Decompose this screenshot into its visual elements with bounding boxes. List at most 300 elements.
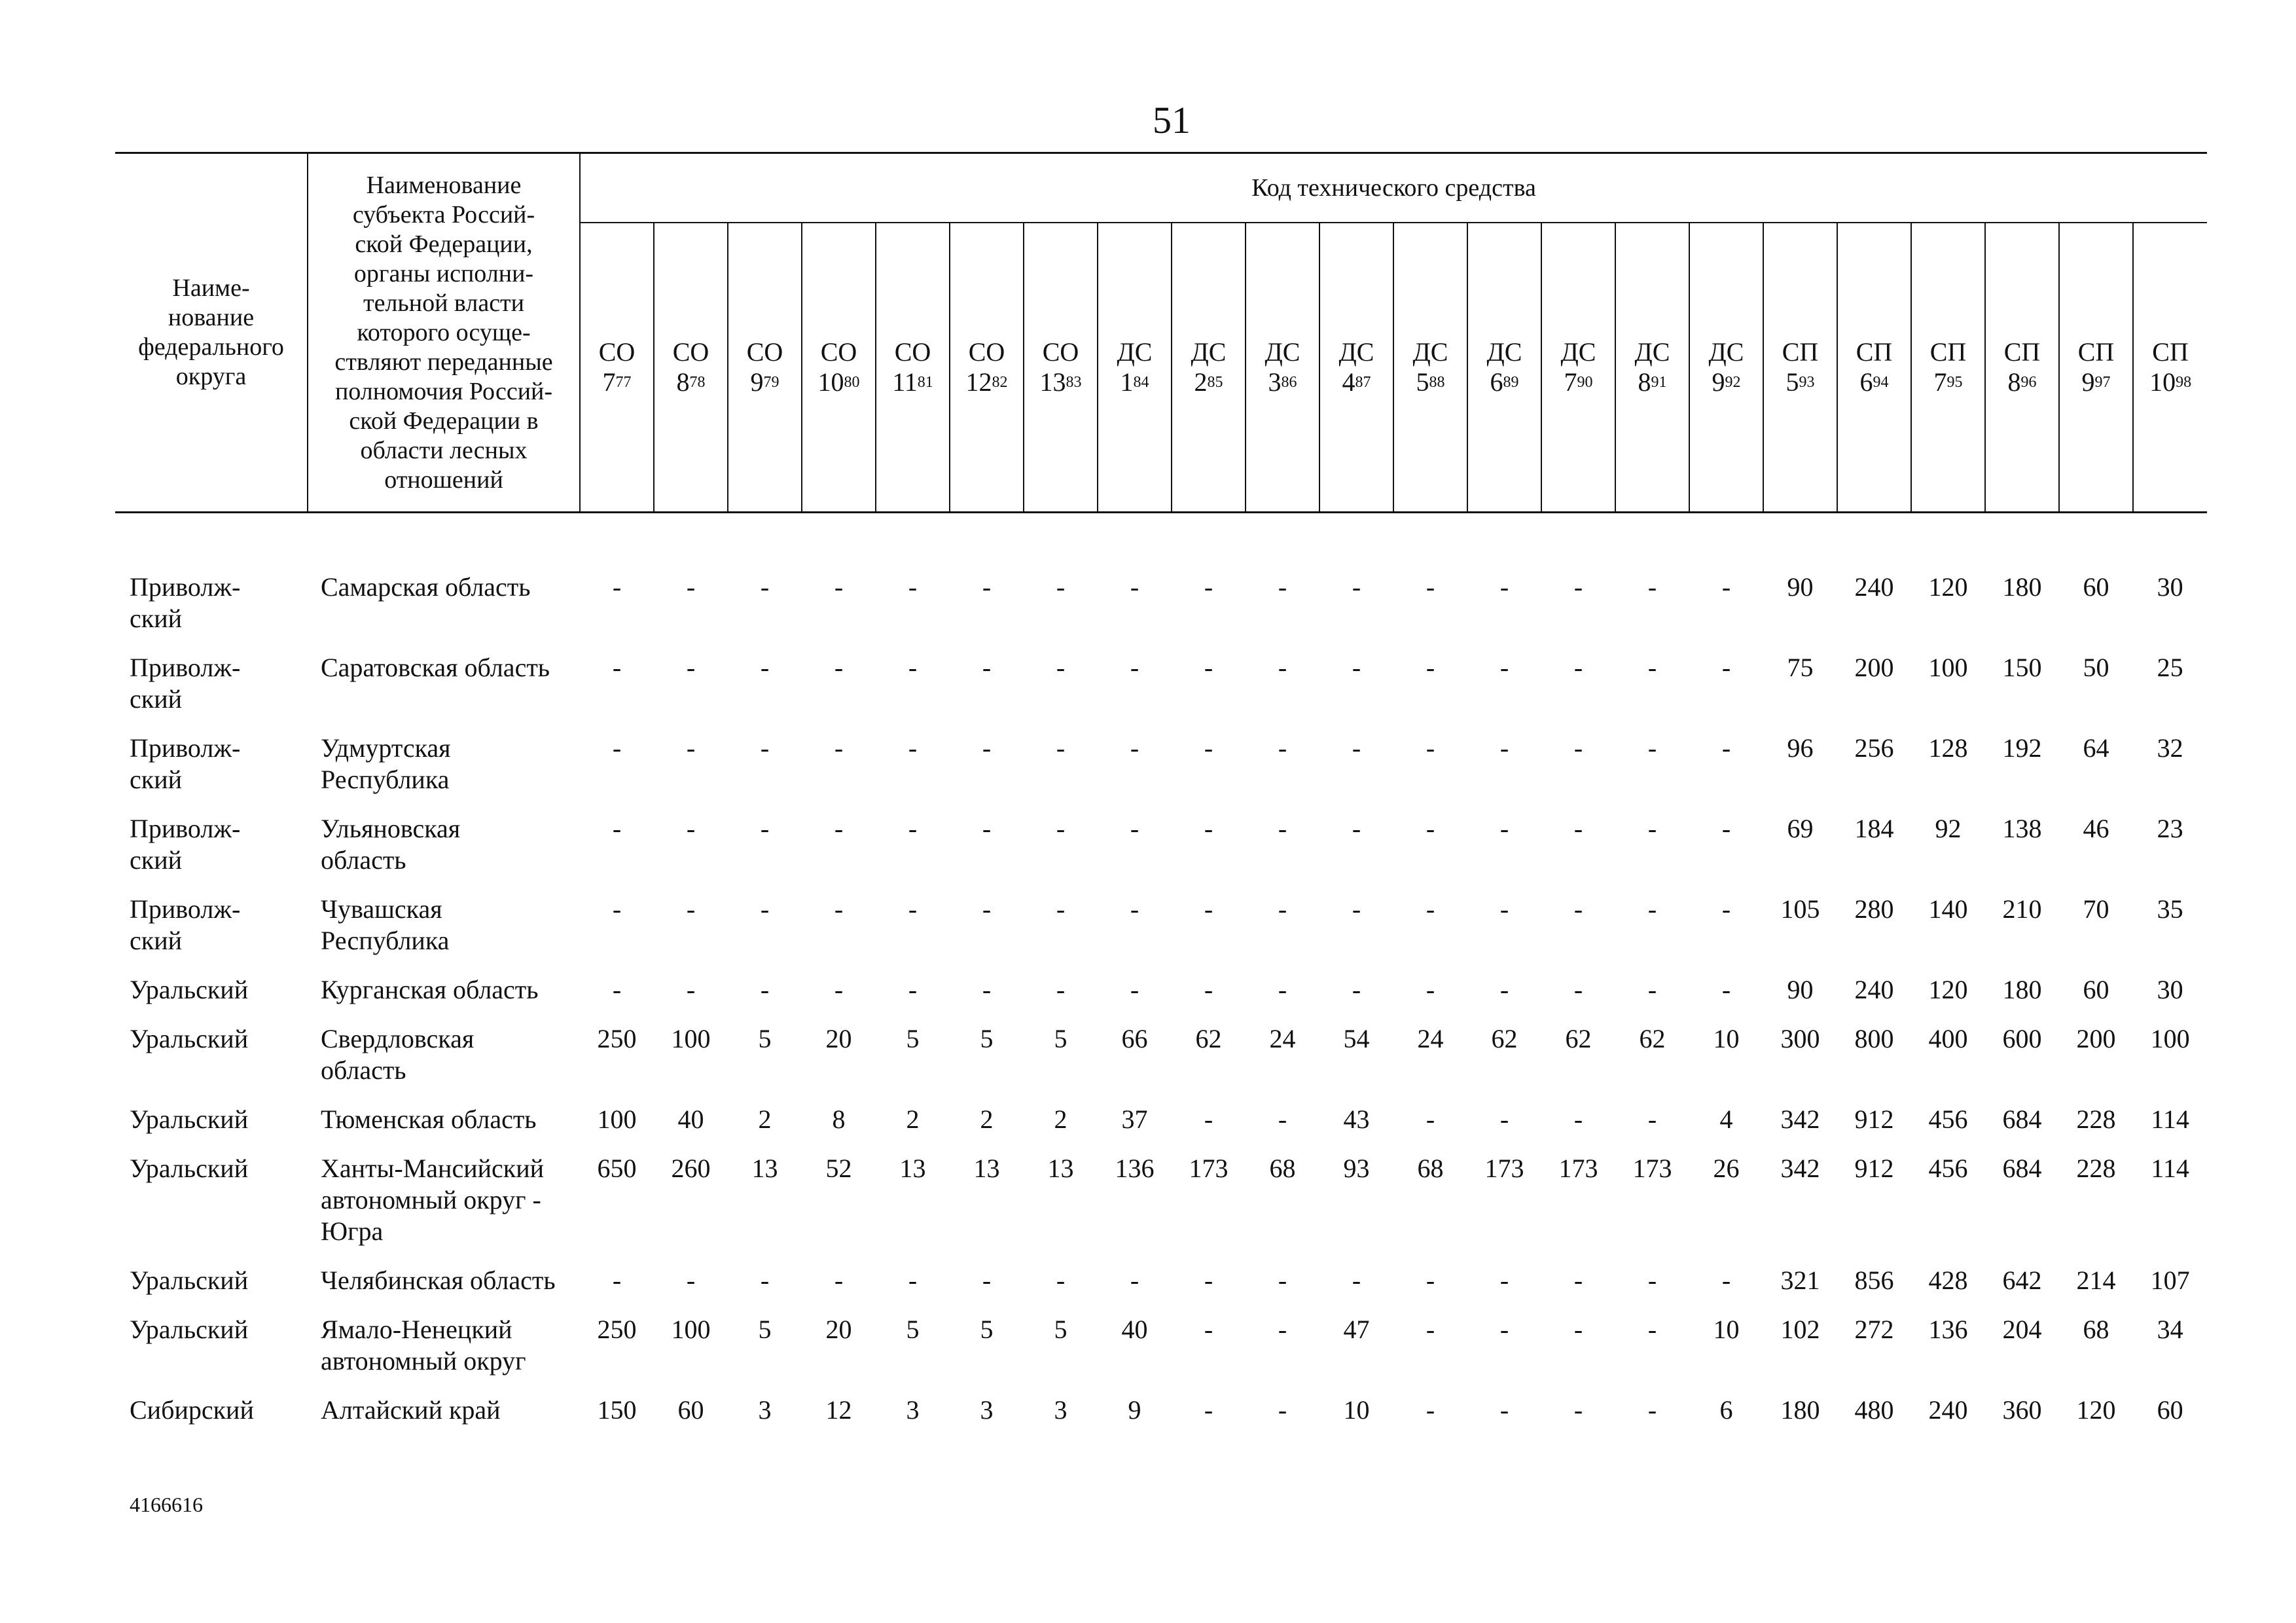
cell-value: -	[1130, 733, 1139, 763]
cell-value: 5	[906, 1024, 920, 1053]
header-row-top	[115, 153, 2207, 223]
cell-value: 214	[2076, 1266, 2116, 1295]
cell-value: 62	[1565, 1024, 1592, 1053]
footnote-ref: 79	[763, 374, 780, 391]
cell-value: -	[1426, 814, 1435, 843]
cell-value: 68	[2083, 1315, 2109, 1344]
cell-value: 92	[1935, 814, 1962, 843]
table-header	[115, 153, 2207, 513]
cell-subject: Ханты-Мансийский автономный округ - Югра	[321, 1154, 545, 1246]
cell-value: 480	[1854, 1395, 1894, 1425]
cell-value: 20	[825, 1024, 852, 1053]
code-prefix: СО	[820, 337, 857, 367]
cell-federal-okrug: Уральский	[130, 1104, 249, 1134]
cell-subject: Челябинская область	[321, 1266, 556, 1295]
footnote-ref: 82	[992, 374, 1008, 391]
header-subject: Наименование субъекта Россий- ской Федерации, органы исполни- тельной власти которого осуще- ствляют переданные полномочия Россий- ской Федерации в области лесных отношений	[308, 153, 580, 513]
code-prefix: ДС	[1191, 337, 1227, 367]
cell-value: 13	[1047, 1154, 1074, 1183]
cell-value: -	[834, 733, 844, 763]
cell-value: 46	[2083, 814, 2109, 843]
cell-value: -	[1573, 733, 1583, 763]
cell-value: 173	[1558, 1154, 1598, 1183]
cell-value: -	[1056, 814, 1066, 843]
cell-federal-okrug: Приволж- ский	[130, 814, 241, 875]
footnote-ref: 80	[844, 374, 860, 391]
cell-value: 35	[2157, 894, 2183, 924]
allocation-table-wrapper	[115, 152, 2207, 1429]
cell-value: -	[1130, 814, 1139, 843]
code-number: 11	[892, 367, 918, 397]
cell-value: 360	[2002, 1395, 2042, 1425]
code-prefix: ДС	[1117, 337, 1153, 367]
cell-value: 24	[1269, 1024, 1296, 1053]
cell-value: -	[1278, 1266, 1287, 1295]
cell-value: -	[760, 572, 770, 602]
footnote-ref: 98	[2176, 374, 2192, 391]
code-prefix: СО	[672, 337, 709, 367]
cell-subject: Курганская область	[321, 975, 539, 1004]
code-number: 9	[750, 367, 764, 397]
cell-value: -	[1647, 572, 1657, 602]
cell-value: 62	[1491, 1024, 1518, 1053]
cell-value: -	[982, 653, 992, 682]
code-prefix: ДС	[1634, 337, 1670, 367]
cell-subject: Самарская область	[321, 572, 531, 602]
cell-value: 173	[1189, 1154, 1229, 1183]
footnote-ref: 83	[1066, 374, 1082, 391]
cell-value: -	[1278, 572, 1287, 602]
cell-value: -	[1130, 894, 1139, 924]
cell-value: -	[686, 572, 696, 602]
cell-value: 180	[1780, 1395, 1820, 1425]
cell-value: 136	[1115, 1154, 1155, 1183]
cell-value: -	[1204, 894, 1213, 924]
header-code-20	[2059, 223, 2133, 513]
cell-value: 250	[597, 1024, 637, 1053]
allocation-table	[115, 152, 2207, 1429]
header-code-21	[2133, 223, 2207, 513]
cell-value: 456	[1928, 1154, 1968, 1183]
header-code-11	[1393, 223, 1467, 513]
code-number: 10	[2149, 367, 2176, 397]
code-number-line	[802, 367, 875, 397]
cell-value: -	[1278, 894, 1287, 924]
cell-value: -	[1426, 653, 1435, 682]
header-code-6	[1024, 223, 1098, 513]
code-number-line	[876, 367, 949, 397]
cell-value: -	[1647, 975, 1657, 1004]
cell-value: 90	[1787, 572, 1814, 602]
cell-value: -	[908, 653, 918, 682]
cell-value: -	[1573, 894, 1583, 924]
cell-value: -	[1056, 733, 1066, 763]
cell-value: 912	[1854, 1104, 1894, 1134]
cell-value: -	[834, 572, 844, 602]
cell-value: -	[1647, 733, 1657, 763]
footnote-ref: 77	[615, 374, 632, 391]
cell-value: 13	[751, 1154, 778, 1183]
cell-federal-okrug: Приволж- ский	[130, 733, 241, 794]
cell-value: -	[834, 1266, 844, 1295]
code-number: 6	[1859, 367, 1873, 397]
cell-value: -	[1499, 1315, 1509, 1344]
cell-value: -	[1130, 653, 1139, 682]
cell-value: -	[1647, 814, 1657, 843]
cell-value: -	[1573, 1395, 1583, 1425]
cell-value: 105	[1780, 894, 1820, 924]
cell-value: 120	[1928, 975, 1968, 1004]
cell-value: 90	[1787, 975, 1814, 1004]
cell-value: 62	[1195, 1024, 1222, 1053]
cell-value: 9	[1128, 1395, 1141, 1425]
cell-value: 256	[1854, 733, 1894, 763]
cell-value: -	[1573, 1104, 1583, 1134]
cell-value: 20	[825, 1315, 852, 1344]
cell-value: -	[1426, 733, 1435, 763]
cell-value: 40	[677, 1104, 704, 1134]
cell-value: -	[1352, 814, 1361, 843]
code-number: 4	[1342, 367, 1355, 397]
cell-value: 32	[2157, 733, 2183, 763]
cell-value: 102	[1780, 1315, 1820, 1344]
table-body	[115, 513, 2207, 1430]
cell-value: 150	[597, 1395, 637, 1425]
cell-subject: Чувашская Республика	[321, 894, 450, 955]
cell-value: -	[1721, 653, 1731, 682]
cell-value: -	[1647, 894, 1657, 924]
cell-value: 5	[906, 1315, 920, 1344]
cell-value: -	[686, 894, 696, 924]
cell-value: 52	[825, 1154, 852, 1183]
cell-federal-okrug: Приволж- ский	[130, 653, 241, 714]
spacer-row	[115, 513, 2207, 558]
code-prefix: СО	[598, 337, 636, 367]
cell-value: 240	[1854, 975, 1894, 1004]
cell-value: 4	[1719, 1104, 1733, 1134]
cell-value: 684	[2002, 1154, 2042, 1183]
cell-value: 68	[1417, 1154, 1444, 1183]
code-prefix: СО	[746, 337, 783, 367]
cell-value: -	[1647, 1104, 1657, 1134]
code-number-line	[1468, 367, 1541, 397]
cell-value: 68	[1269, 1154, 1296, 1183]
cell-value: 34	[2157, 1315, 2183, 1344]
cell-value: -	[1056, 653, 1066, 682]
cell-federal-okrug: Уральский	[130, 1315, 249, 1344]
page-number: 51	[1153, 99, 1191, 141]
cell-value: 300	[1780, 1024, 1820, 1053]
cell-value: 75	[1787, 653, 1814, 682]
cell-value: 100	[597, 1104, 637, 1134]
header-code-3	[802, 223, 876, 513]
cell-value: -	[1278, 814, 1287, 843]
cell-value: 184	[1854, 814, 1894, 843]
cell-value: 140	[1928, 894, 1968, 924]
code-number-line	[2060, 367, 2132, 397]
cell-value: -	[982, 572, 992, 602]
cell-federal-okrug: Приволж- ский	[130, 894, 241, 955]
cell-value: 13	[973, 1154, 1000, 1183]
cell-value: 192	[2002, 733, 2042, 763]
cell-subject: Саратовская область	[321, 653, 550, 682]
cell-value: 60	[2157, 1395, 2183, 1425]
footnote-ref: 88	[1429, 374, 1445, 391]
code-number-line	[1838, 367, 1910, 397]
cell-value: -	[1499, 733, 1509, 763]
footnote-ref: 81	[917, 374, 933, 391]
cell-value: -	[1352, 975, 1361, 1004]
cell-value: -	[1426, 1395, 1435, 1425]
code-number: 1	[1120, 367, 1134, 397]
code-number: 13	[1039, 367, 1066, 397]
code-number-line	[2134, 367, 2207, 397]
cell-value: -	[834, 814, 844, 843]
code-prefix: СО	[894, 337, 931, 367]
cell-subject: Свердловская область	[321, 1024, 475, 1085]
code-number: 5	[1785, 367, 1799, 397]
cell-federal-okrug: Приволж- ский	[130, 572, 241, 633]
table-row	[115, 960, 2207, 1009]
cell-value: -	[1426, 1315, 1435, 1344]
cell-value: 66	[1121, 1024, 1148, 1053]
cell-value: 2	[758, 1104, 772, 1134]
cell-value: -	[1278, 1104, 1287, 1134]
cell-value: -	[1204, 975, 1213, 1004]
cell-value: -	[1721, 1266, 1731, 1295]
cell-value: 3	[1054, 1395, 1067, 1425]
cell-value: 69	[1787, 814, 1814, 843]
cell-value: 150	[2002, 653, 2042, 682]
cell-value: -	[1278, 1395, 1287, 1425]
code-prefix: СП	[2152, 337, 2189, 367]
cell-value: -	[1278, 975, 1287, 1004]
cell-value: -	[1499, 653, 1509, 682]
cell-value: -	[1573, 814, 1583, 843]
code-prefix: ДС	[1486, 337, 1522, 367]
cell-value: 250	[597, 1315, 637, 1344]
cell-value: -	[1499, 814, 1509, 843]
code-number-line	[655, 367, 727, 397]
cell-value: 6	[1719, 1395, 1733, 1425]
cell-value: 70	[2083, 894, 2109, 924]
cell-value: 684	[2002, 1104, 2042, 1134]
cell-value: -	[834, 975, 844, 1004]
footnote-ref: 94	[1873, 374, 1889, 391]
cell-value: -	[760, 894, 770, 924]
code-number-line	[1690, 367, 1763, 397]
code-prefix: ДС	[1560, 337, 1596, 367]
header-code-10	[1319, 223, 1393, 513]
cell-value: 5	[758, 1024, 772, 1053]
footnote-ref: 93	[1799, 374, 1815, 391]
header-federal-okrug: Наиме- нование федерального округа	[115, 153, 308, 513]
cell-value: -	[1204, 814, 1213, 843]
code-number-line	[1394, 367, 1467, 397]
cell-value: 228	[2076, 1154, 2116, 1183]
cell-value: -	[1499, 1266, 1509, 1295]
cell-subject: Алтайский край	[321, 1395, 501, 1425]
cell-value: -	[1204, 1266, 1213, 1295]
cell-value: -	[612, 653, 622, 682]
code-number: 5	[1416, 367, 1429, 397]
cell-value: -	[686, 733, 696, 763]
code-prefix: СО	[1042, 337, 1079, 367]
cell-value: -	[1647, 1395, 1657, 1425]
cell-value: -	[686, 975, 696, 1004]
cell-value: -	[1647, 1266, 1657, 1295]
table-row	[115, 1380, 2207, 1429]
cell-value: 100	[671, 1315, 711, 1344]
code-number-line	[581, 367, 653, 397]
cell-value: -	[1647, 1315, 1657, 1344]
cell-value: 5	[980, 1024, 994, 1053]
cell-value: 342	[1780, 1154, 1820, 1183]
cell-value: -	[1426, 572, 1435, 602]
cell-value: 43	[1343, 1104, 1370, 1134]
cell-value: 8	[832, 1104, 846, 1134]
header-code-14	[1615, 223, 1689, 513]
cell-value: -	[1647, 653, 1657, 682]
code-number: 7	[1933, 367, 1947, 397]
cell-federal-okrug: Уральский	[130, 975, 249, 1004]
code-number-line	[1986, 367, 2058, 397]
cell-value: -	[908, 1266, 918, 1295]
cell-federal-okrug: Уральский	[130, 1024, 249, 1053]
cell-value: -	[1721, 894, 1731, 924]
code-number: 3	[1268, 367, 1282, 397]
cell-value: -	[1721, 733, 1731, 763]
footnote-ref: 85	[1207, 374, 1223, 391]
header-code-19	[1985, 223, 2059, 513]
cell-value: -	[686, 814, 696, 843]
cell-value: 100	[2150, 1024, 2190, 1053]
cell-value: 136	[1928, 1315, 1968, 1344]
code-number-line	[1246, 367, 1319, 397]
cell-value: 60	[2083, 975, 2109, 1004]
footnote-ref: 96	[2020, 374, 2037, 391]
cell-value: 12	[825, 1395, 852, 1425]
header-code-16	[1763, 223, 1837, 513]
header-code-2	[728, 223, 802, 513]
cell-value: 23	[2157, 814, 2183, 843]
cell-value: 5	[980, 1315, 994, 1344]
cell-value: 210	[2002, 894, 2042, 924]
cell-value: 180	[2002, 975, 2042, 1004]
cell-value: 280	[1854, 894, 1894, 924]
cell-value: 5	[1054, 1315, 1067, 1344]
code-number-line	[1616, 367, 1689, 397]
table-row	[115, 1139, 2207, 1250]
cell-value: -	[1721, 975, 1731, 1004]
cell-value: -	[982, 1266, 992, 1295]
code-prefix: СП	[1782, 337, 1819, 367]
cell-value: -	[908, 894, 918, 924]
header-code-13	[1541, 223, 1615, 513]
cell-value: 10	[1343, 1395, 1370, 1425]
footnote-ref: 78	[689, 374, 706, 391]
cell-value: 100	[671, 1024, 711, 1053]
cell-value: 856	[1854, 1266, 1894, 1295]
cell-value: -	[1352, 572, 1361, 602]
cell-value: 5	[758, 1315, 772, 1344]
table-row	[115, 557, 2207, 638]
cell-value: 37	[1121, 1104, 1148, 1134]
cell-value: -	[1130, 1266, 1139, 1295]
cell-value: 96	[1787, 733, 1814, 763]
cell-value: -	[1352, 733, 1361, 763]
footnote-ref: 97	[2094, 374, 2111, 391]
code-number-line	[950, 367, 1023, 397]
cell-value: 60	[2083, 572, 2109, 602]
cell-value: 100	[1928, 653, 1968, 682]
cell-value: 240	[1854, 572, 1894, 602]
cell-value: 200	[2076, 1024, 2116, 1053]
cell-value: 260	[671, 1154, 711, 1183]
cell-value: -	[760, 653, 770, 682]
cell-value: 272	[1854, 1315, 1894, 1344]
cell-value: -	[760, 733, 770, 763]
cell-value: 2	[980, 1104, 994, 1134]
code-number-line	[1912, 367, 1984, 397]
cell-value: 50	[2083, 653, 2109, 682]
header-code-12	[1467, 223, 1541, 513]
header-code-7	[1098, 223, 1172, 513]
code-number: 7	[1564, 367, 1577, 397]
code-number: 9	[2081, 367, 2095, 397]
cell-value: -	[1056, 572, 1066, 602]
cell-value: 642	[2002, 1266, 2042, 1295]
cell-value: -	[1278, 1315, 1287, 1344]
cell-value: -	[908, 733, 918, 763]
cell-value: 24	[1417, 1024, 1444, 1053]
header-code-17	[1837, 223, 1911, 513]
footnote-ref: 87	[1355, 374, 1371, 391]
cell-value: 342	[1780, 1104, 1820, 1134]
code-number-line	[1172, 367, 1245, 397]
cell-value: -	[1573, 975, 1583, 1004]
cell-value: -	[1426, 975, 1435, 1004]
cell-value: 3	[758, 1395, 772, 1425]
cell-value: 47	[1343, 1315, 1370, 1344]
cell-value: 180	[2002, 572, 2042, 602]
cell-value: -	[1130, 572, 1139, 602]
cell-value: 600	[2002, 1024, 2042, 1053]
cell-value: 3	[980, 1395, 994, 1425]
footnote-ref: 95	[1946, 374, 1963, 391]
cell-value: -	[982, 733, 992, 763]
cell-value: 2	[1054, 1104, 1067, 1134]
cell-value: -	[612, 733, 622, 763]
cell-value: -	[1499, 1104, 1509, 1134]
cell-value: 128	[1928, 733, 1968, 763]
table-row	[115, 718, 2207, 799]
cell-value: 120	[1928, 572, 1968, 602]
cell-value: -	[1056, 975, 1066, 1004]
cell-value: -	[982, 894, 992, 924]
table-row	[115, 1250, 2207, 1300]
header-code-18	[1911, 223, 1985, 513]
cell-value: 10	[1713, 1315, 1740, 1344]
cell-value: 912	[1854, 1154, 1894, 1183]
cell-value: -	[612, 975, 622, 1004]
cell-value: -	[982, 975, 992, 1004]
cell-value: 228	[2076, 1104, 2116, 1134]
code-number-line	[1764, 367, 1837, 397]
cell-value: -	[1204, 1104, 1213, 1134]
code-prefix: СП	[2077, 337, 2115, 367]
footnote-ref: 91	[1651, 374, 1667, 391]
